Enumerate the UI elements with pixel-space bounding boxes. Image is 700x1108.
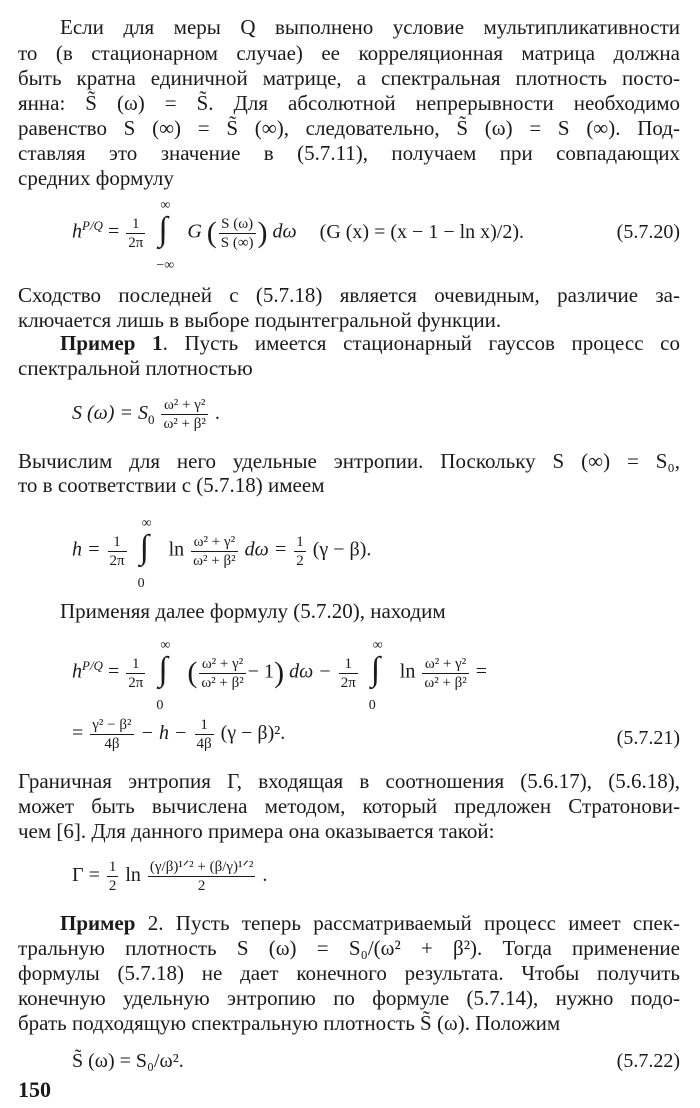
eq-symbol: h (72, 660, 82, 683)
text-line: конечную удельную энтропию по формуле (5.7.14), нужно подо- (18, 986, 680, 1010)
eq-operator: = (475, 660, 488, 683)
fraction-denominator: 2π (128, 234, 144, 251)
eq-punct: . (262, 864, 268, 887)
equation-number: (5.7.22) (616, 1050, 680, 1072)
text-line: ставляя это значение в (5.7.11), получаем при совпадающих (18, 141, 680, 165)
fraction-denominator: S (∞) (220, 234, 254, 251)
text-line: брать подходящую спектральную плотность S̃ (ω). Положим (18, 1011, 561, 1035)
fraction-denominator: 2π (128, 674, 144, 691)
eq-symbol: G (187, 220, 202, 243)
text-line: янна: S̃ (ω) = S̃. Для абсолютной непрерывности необходимо (18, 91, 680, 115)
equation-5-7-21-line2 (72, 716, 285, 753)
integral-upper-limit: ∞ (141, 516, 152, 531)
integral-sign: ∞ ∫ 0 (154, 638, 180, 708)
equation-5-7-21-line1: $h^{P/Q}$ = $\frac{1}{2\pi}$ ∞ ∫ 0 ( $\frac{\text{ω² + γ²}}{\text{ω² + β²}}$ − 1) dω − $\frac{1}{2\pi}$ ∞ ∫ 0 ln $\frac{\text{ω² + γ²}}{\text{ω² + β²}}$ = (72, 638, 487, 708)
fraction (219, 215, 256, 252)
text-line: Сходство последней с (5.7.18) является очевидным, различие за- (18, 283, 680, 307)
fraction-denominator: ω² + β² (424, 674, 467, 691)
fraction-denominator: 4β (196, 736, 212, 752)
text-line: Граничная энтропия Γ, входящая в соотношения (5.6.17), (5.6.18), (18, 769, 680, 793)
fraction-numerator: γ² − β² (92, 717, 132, 733)
fraction-denominator: ω² + β² (193, 552, 236, 569)
fraction-numerator: 1 (296, 533, 304, 550)
eq-function: ln (399, 660, 416, 683)
fraction-numerator: ω² + γ² (199, 655, 245, 674)
text-line: Если для меры Q выполнено условие мультипликативности (60, 15, 680, 39)
integral-sign: ∞ ∫ 0 (367, 638, 393, 708)
fraction-numerator: 1 (108, 533, 127, 552)
eq-function: ln (125, 864, 141, 887)
text-line: то (в стационарном случае) ее корреляционная матрица должна (18, 41, 680, 65)
integral-lower-limit: 0 (137, 576, 145, 591)
fraction-numerator: 1 (195, 716, 214, 735)
integral-sign: ∞ ∫ −∞ (154, 198, 180, 268)
eq-lhs: h = (72, 538, 101, 561)
page-number: 150 (18, 1077, 51, 1102)
example-number: 2 (147, 911, 159, 935)
example-heading: Пример (60, 911, 136, 935)
text-line: быть кратна единичной матрице, а спектральная плотность посто- (18, 66, 680, 90)
equation-5-7-20: $h^{P/Q}$ = $\frac{1}{2\pi}$ ∞ ∫ −∞ G ( $\frac{S (\omega)}{S (\infty)}$ ) dω (G (x) = (x − 1 − ln x)/2). (72, 198, 524, 268)
eq-symbol: h (72, 220, 82, 243)
text-line: формулы (5.7.18) не дает конечного результата. Чтобы получить (18, 961, 680, 985)
fraction-denominator: 2 (296, 552, 304, 569)
eq-tail: (γ − β). (312, 538, 372, 561)
fraction-denominator: 2 (197, 878, 206, 894)
fraction-numerator: 1 (126, 655, 145, 674)
integral-upper-limit: ∞ (372, 638, 383, 653)
example-heading: Пример 1 (60, 331, 163, 355)
eq-symbol: dω − (289, 660, 332, 683)
integral-upper-limit: ∞ (160, 638, 171, 653)
fraction (422, 655, 468, 692)
integral-lower-limit: −∞ (156, 258, 175, 273)
fraction-numerator: 1 (126, 215, 145, 234)
fraction-denominator: 2π (340, 674, 356, 691)
fraction (108, 533, 127, 570)
text-line: равенство S (∞) = S̃ (∞), следовательно, S̃ (ω) = S (∞). Под- (18, 116, 680, 140)
fraction (90, 716, 133, 753)
eq-symbol: dω = (244, 538, 288, 561)
fraction-numerator: (γ/β)¹ᐟ² + (β/γ)¹ᐟ² (149, 859, 254, 875)
text-line (60, 330, 680, 356)
eq-lhs: Γ = (72, 864, 100, 887)
eq-superscript: P/Q (82, 657, 103, 673)
eq-punct: . (214, 402, 220, 425)
fraction-denominator: 2 (108, 878, 117, 894)
equation-entropy (72, 516, 372, 591)
fraction (107, 858, 119, 895)
eq-subscript: 0 (147, 412, 155, 428)
eq-superscript: P/Q (82, 217, 103, 233)
integral-sign: ∞ ∫ 0 (136, 516, 162, 586)
fraction (199, 655, 245, 692)
integral-upper-limit: ∞ (160, 198, 171, 213)
fraction (148, 858, 255, 895)
fraction-numerator: ω² + γ² (161, 396, 207, 415)
equation-spectral-density (72, 396, 220, 433)
fraction (126, 215, 145, 252)
fraction-numerator: ω² + γ² (191, 533, 237, 552)
eq-note: (G (x) = (x − 1 − ln x)/2). (319, 220, 525, 243)
fraction (161, 396, 207, 433)
integral-lower-limit: 0 (368, 698, 376, 713)
text-line: ключается лишь в выборе подынтегральной функции. (18, 308, 502, 332)
fraction-denominator: 4β (104, 736, 120, 752)
eq-term: − 1 (247, 660, 275, 683)
text-line (60, 910, 680, 936)
eq-lhs: S (ω) = S (72, 402, 148, 425)
eq-operator: = (107, 220, 120, 243)
eq-operator: = (72, 722, 84, 745)
fraction-denominator: 2π (109, 552, 125, 569)
eq-term: − h − (140, 722, 188, 745)
equation-number: (5.7.21) (616, 727, 680, 749)
fraction-denominator: ω² + β² (163, 416, 206, 432)
fraction-numerator: S (ω) (219, 215, 256, 234)
fraction-denominator: ω² + β² (201, 674, 244, 691)
fraction (339, 655, 358, 692)
text-line: Применяя далее формулу (5.7.20), находим (60, 599, 446, 623)
eq-operator: = (107, 660, 120, 683)
equation-number: (5.7.20) (616, 221, 680, 243)
text-fragment: . Пусть теперь рассматриваемый процесс имеет спек- (158, 911, 681, 935)
text-line: может быть вычислена методом, который предложен Стратонови- (18, 794, 680, 818)
text-line: средних формулу (18, 166, 174, 190)
eq-tail: (γ − β)². (220, 722, 286, 745)
fraction (294, 533, 306, 570)
equation-boundary-entropy (72, 858, 267, 895)
text-line: чем [6]. Для данного примера она оказывается такой: (18, 819, 495, 843)
text-line: Вычислим для него удельные энтропии. Поскольку S (∞) = S₀, (18, 449, 680, 473)
text-line: то в соответствии с (5.7.18) имеем (18, 473, 325, 497)
eq-symbol: dω (272, 220, 297, 243)
integral-lower-limit: 0 (156, 698, 164, 713)
equation-5-7-22: S̃ (ω) = S₀/ω². (72, 1050, 184, 1072)
fraction (191, 533, 237, 570)
fraction-numerator: ω² + γ² (422, 655, 468, 674)
fraction (126, 655, 145, 692)
text-line: спектральной плотностью (18, 356, 253, 380)
fraction (195, 716, 214, 753)
fraction-numerator: 1 (339, 655, 358, 674)
eq-function: ln (168, 538, 185, 561)
text-line: тральную плотность S (ω) = S₀/(ω² + β²). Тогда применение (18, 936, 680, 960)
fraction-numerator: 1 (108, 859, 117, 875)
text-fragment: . Пусть имеется стационарный гауссов процесс со (162, 331, 680, 355)
